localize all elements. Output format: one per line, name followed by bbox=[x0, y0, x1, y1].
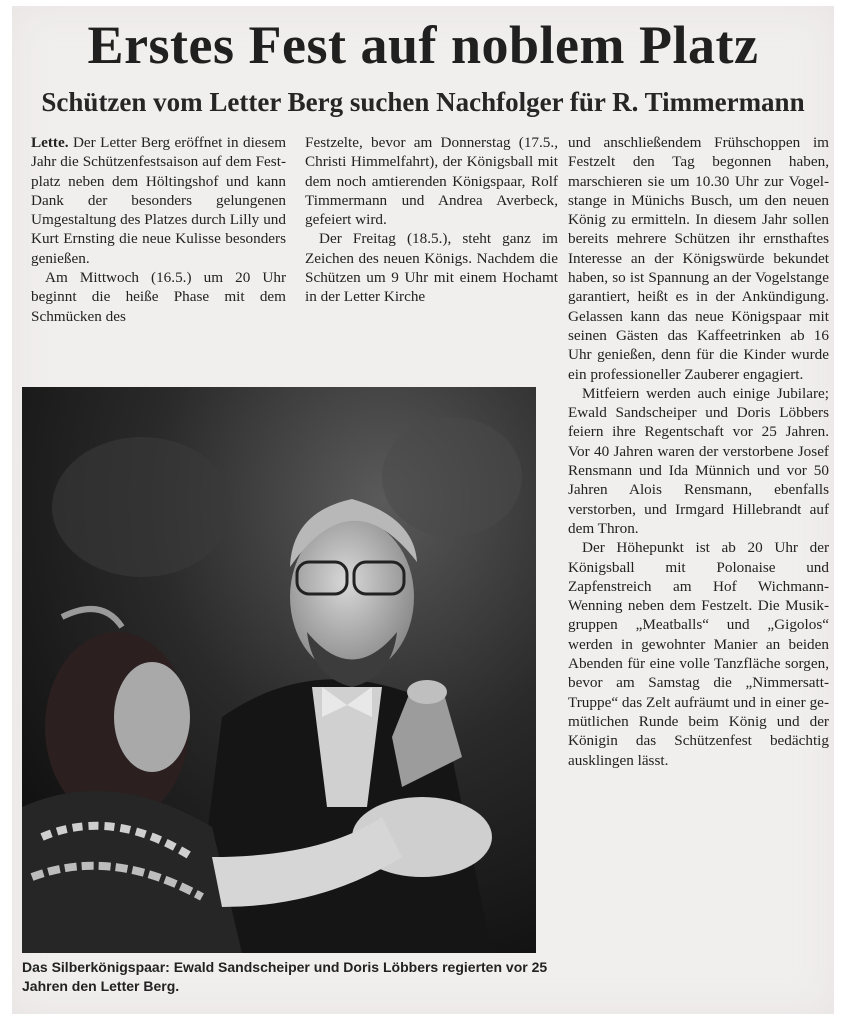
paragraph-3-end: und anschließendem Frühschoppen im Festzelt den Tag begonnen haben, marschieren sie um 10.30 Uhr zur Vogelstange in Münichs Busch, um den neuen König zu ermitteln. In diesem Jahr sollen bereits mehrere Schützen ihr ernsthaftes Interesse an der Königswürde bekundet haben, so ist Spannung an der Vogelstange garantiert, heißt es in der Ankündigung. Gelassen kann das neue Königspaar mit seinen Gästen das Kaffeetrinken ab 16 Uhr genießen, denn für die Kinder wurde ein professioneller Zauberer engagiert. bbox=[568, 134, 829, 383]
paragraph-4: Mitfeiern werden auch einige Jubilare; Ewald Sandscheiper und Doris Löbbers feiern ihre Regentschaft vor 25 Jahren. Vor 40 Jahren waren der verstorbene Josef Rensmann und Ida Münnich und vor 50 Jahren Alois Rensmann, ebenfalls verstorben, und Irmgard Hillebrandt auf dem Thron. bbox=[568, 384, 829, 537]
photo-illustration bbox=[22, 387, 536, 953]
article-column-2 bbox=[305, 133, 558, 307]
paragraph-1 bbox=[31, 133, 286, 268]
article-photo bbox=[22, 387, 536, 953]
paragraph-5: Der Höhepunkt ist ab 20 Uhr der Königsball mit Polonaise und Zapfenstreich am Hof Wichmann-Wenning neben dem Festzelt. Die Musikgruppen „Meatballs“ und „Gigolos“ werden in gewohnter Manier an beiden Abenden für eine volle Tanzfläche sorgen, bevor am Samstag die „Nimmersatt-Truppe“ das Zelt aufräumt und in einer gemütlichen Runde beim König und der Königin das Schützenfest bedächtig ausklingen lässt. bbox=[568, 539, 829, 769]
dateline: Lette. bbox=[31, 134, 69, 151]
photo-caption: Das Silberkönigspaar: Ewald Sandscheiper und Doris Löbbers regierten vor 25 Jahren den Letter Berg. bbox=[22, 959, 548, 994]
paragraph-1-text: Der Letter Berg eröffnet in diesem Jahr die Schützenfestsaison auf dem Festplatz neben dem Höltingshof und kann Dank der besonders gelungenen Umgestaltung des Platzes durch Lilly und Kurt Ernsting die neue Kulisse besonders genießen. bbox=[31, 134, 287, 267]
article-headline: Erstes Fest auf noblem Platz bbox=[87, 15, 759, 75]
paragraph-2-end: Festzelte, bevor am Donnerstag (17.5., Christi Himmelfahrt), der Königsball mit dem noch amtierenden Königspaar, Rolf Timmermann und Andrea Averbeck, gefeiert wird. bbox=[305, 134, 558, 229]
paragraph-2-start: Am Mittwoch (16.5.) um 20 Uhr beginnt die heiße Phase mit dem Schmücken des bbox=[31, 269, 286, 325]
paragraph-3-start: Der Freitag (18.5.), steht ganz im Zeichen des neuen Königs. Nachdem die Schützen um 9 Uhr mit einem Hochamt in der Letter Kirche bbox=[305, 230, 558, 306]
article-column-1 bbox=[31, 133, 286, 326]
article-subheadline: Schützen vom Letter Berg suchen Nachfolger für R. Timmermann bbox=[41, 87, 805, 117]
article-column-3 bbox=[568, 133, 829, 770]
